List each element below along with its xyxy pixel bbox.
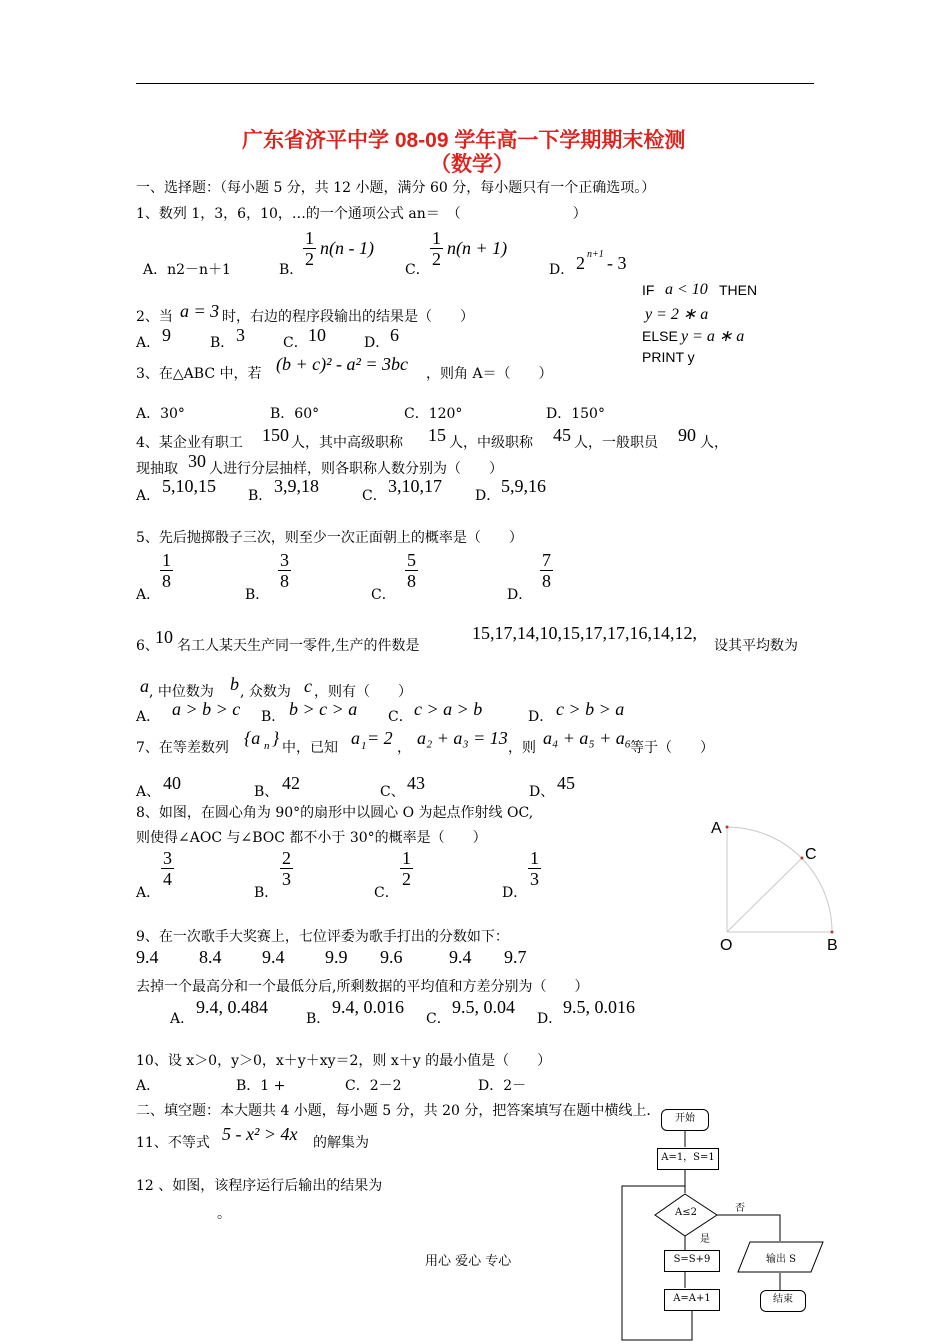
q4-text-5: 人， bbox=[700, 435, 728, 451]
q3-suffix: ，则角 A＝（ ） bbox=[426, 366, 553, 382]
q9-option-d-label: D． bbox=[537, 1011, 563, 1027]
q7-given-1: a bbox=[351, 728, 360, 748]
footer-text: 用心 爱心 专心 bbox=[425, 1254, 512, 1269]
q2-prefix: 2、当 bbox=[136, 309, 173, 325]
q3-expr: (b + c)² - a² = 3bc bbox=[276, 354, 409, 374]
q5-option-c-fraction: $\frac{5}{8}$ bbox=[407, 550, 416, 591]
q4-option-d: 5,9,16 bbox=[501, 476, 546, 496]
point-a-dot bbox=[726, 826, 729, 829]
q11-suffix: 的解集为 bbox=[313, 1135, 369, 1151]
q2-option-c-label: C． bbox=[283, 335, 308, 351]
q5-option-d-fraction: $\frac{7}{8}$ bbox=[542, 550, 551, 591]
q1-option-c-expr: n(n + 1) bbox=[447, 238, 508, 258]
q4-option-a: 5,10,15 bbox=[162, 476, 216, 496]
q6-option-a-label: A． bbox=[136, 709, 161, 725]
q2-option-b-label: B． bbox=[210, 335, 235, 351]
flow-a-update: A=A+1 bbox=[664, 1289, 720, 1311]
q8-option-b-label: B． bbox=[254, 885, 279, 901]
q7-text-3: ，则 bbox=[508, 740, 536, 756]
q6-option-c-label: C． bbox=[388, 709, 413, 725]
q7-option-c: 43 bbox=[407, 773, 425, 793]
q4-num-1: 150 bbox=[262, 425, 289, 445]
q12-stem: 12 、如图，该程序运行后输出的结果为 bbox=[136, 1178, 383, 1194]
q4-option-b-label: B． bbox=[248, 488, 273, 504]
q8-line1: 8、如图，在圆心角为 90°的扇形中以圆心 O 为起点作射线 OC, bbox=[136, 805, 534, 821]
q1-stem: 1、数列 1，3，6，10，…的一个通项公式 an＝ （ ） bbox=[136, 206, 587, 222]
q6-option-a: a > b > c bbox=[172, 699, 241, 719]
q7-given-1-sub: 1 bbox=[361, 740, 367, 752]
label-a: A bbox=[711, 820, 722, 837]
q7-option-b: 42 bbox=[282, 773, 300, 793]
q9-score: 8.4 bbox=[199, 947, 222, 967]
q9-score: 9.7 bbox=[504, 947, 527, 967]
q7-comma: ， bbox=[397, 740, 411, 756]
q8-option-c-fraction: $\frac{1}{2}$ bbox=[402, 848, 411, 889]
page-subtitle: （数学） bbox=[430, 153, 514, 176]
q3-prefix: 3、在△ABC 中，若 bbox=[136, 366, 262, 382]
q4-option-b: 3,9,18 bbox=[274, 476, 319, 496]
q4-line2-a: 现抽取 bbox=[136, 461, 178, 477]
q1-option-a: A．n2－n＋1 bbox=[143, 262, 231, 278]
q1-option-d-base: 2 bbox=[576, 253, 585, 273]
q2-option-a-label: A． bbox=[136, 335, 161, 351]
q1-option-d-label: D． bbox=[549, 262, 575, 278]
q7-option-a: 40 bbox=[163, 773, 181, 793]
q7-text-2: 中，已知 bbox=[282, 740, 338, 756]
q5-option-b-fraction: $\frac{3}{8}$ bbox=[280, 550, 289, 591]
q2-option-d: 6 bbox=[390, 325, 399, 345]
page-title: 广东省济平中学 08-09 学年高一下学期期末检测 bbox=[242, 129, 686, 152]
flow-s-update: S=S+9 bbox=[664, 1250, 720, 1272]
point-b-dot bbox=[831, 931, 834, 934]
q4-num-2: 15 bbox=[428, 425, 446, 445]
q4-text-4: 人，一般职员 bbox=[574, 435, 658, 451]
q6-option-d-label: D． bbox=[528, 709, 554, 725]
q5-option-a-label: A． bbox=[136, 587, 161, 603]
q8-option-d-label: D． bbox=[502, 885, 528, 901]
q11-prefix: 11、不等式 bbox=[136, 1135, 210, 1151]
q8-line2: 则使得∠AOC 与∠BOC 都不小于 30°的概率是（ ） bbox=[136, 830, 487, 846]
q5-option-b-label: B． bbox=[245, 587, 270, 603]
q7-seq-sub: n bbox=[264, 740, 270, 752]
q6-line2-2: , 众数为 bbox=[240, 684, 291, 700]
q6-line2-3: ，则有（ ） bbox=[314, 684, 412, 700]
q4-text-1: 4、某企业有职工 bbox=[136, 435, 243, 451]
q7-given-2: a₂ + a₃ = 13 bbox=[417, 728, 508, 748]
q3-option-d: D．150° bbox=[546, 406, 605, 422]
q3-option-c: C．120° bbox=[404, 406, 463, 422]
q2-option-a: 9 bbox=[162, 325, 171, 345]
q7-text-1: 7、在等差数列 bbox=[136, 740, 229, 756]
q7-option-d-label: D、 bbox=[529, 784, 555, 800]
q9-option-c-label: C． bbox=[426, 1011, 451, 1027]
q9-score: 9.9 bbox=[325, 947, 348, 967]
program-if-condition: a < 10 bbox=[665, 281, 708, 298]
q10-option-d: D．2－ bbox=[478, 1078, 527, 1094]
q4-option-c: 3,10,17 bbox=[388, 476, 442, 496]
q7-text-4: 等于（ ） bbox=[630, 740, 714, 756]
q9-stem: 9、在一次歌手大奖赛上，七位评委为歌手打出的分数如下： bbox=[136, 929, 509, 945]
q1-option-c-label: C． bbox=[405, 262, 430, 278]
q1-option-b-expr: n(n - 1) bbox=[320, 238, 374, 258]
q6-var-c: c bbox=[304, 676, 312, 696]
q6-data: 15,17,14,10,15,17,17,16,14,12, bbox=[472, 623, 697, 643]
label-b: B bbox=[827, 937, 838, 954]
q6-text-2: 名工人某天生产同一零件,生产的件数是 bbox=[177, 638, 420, 654]
q4-option-d-label: D． bbox=[475, 488, 501, 504]
q10-option-c: C．2－2 bbox=[345, 1078, 402, 1094]
q7-option-b-label: B、 bbox=[254, 784, 279, 800]
flow-start: 开始 bbox=[661, 1109, 709, 1131]
q9-option-c: 9.5, 0.04 bbox=[452, 997, 515, 1017]
program-else-keyword: ELSE bbox=[642, 328, 678, 344]
header-rule bbox=[136, 83, 814, 84]
q9-score: 9.4 bbox=[136, 947, 159, 967]
q5-stem: 5、先后抛掷骰子三次，则至少一次正面朝上的概率是（ ） bbox=[136, 530, 523, 546]
q7-option-d: 45 bbox=[557, 773, 575, 793]
q9-score: 9.4 bbox=[262, 947, 285, 967]
flow-condition: A≤2 bbox=[675, 1207, 697, 1218]
label-o: O bbox=[720, 937, 733, 954]
q1-option-c-fraction: $\frac{1}{2}$ bbox=[432, 228, 441, 269]
q1-option-d-rest: - 3 bbox=[607, 253, 627, 273]
q4-num-4: 90 bbox=[678, 425, 696, 445]
q3-option-b: B．60° bbox=[270, 406, 320, 422]
q9-score: 9.6 bbox=[380, 947, 403, 967]
q4-num-5: 30 bbox=[188, 451, 206, 471]
section1-heading: 一、选择题：（每小题 5 分，共 12 小题，满分 60 分，每小题只有一个正确选项。） bbox=[136, 180, 656, 196]
q5-option-c-label: C． bbox=[371, 587, 396, 603]
q4-text-2: 人，其中高级职称 bbox=[291, 435, 403, 451]
q7-option-a-label: A、 bbox=[136, 784, 161, 800]
q4-option-c-label: C． bbox=[362, 488, 387, 504]
q1-option-b-fraction: $\frac{1}{2}$ bbox=[305, 228, 314, 269]
q9-option-a-label: A． bbox=[170, 1011, 195, 1027]
q6-var-b: b bbox=[230, 674, 239, 694]
q9-line3: 去掉一个最高分和一个最低分后,所剩数据的平均值和方差分别为（ ） bbox=[136, 979, 589, 995]
flow-init: A=1，S=1 bbox=[657, 1148, 719, 1170]
q9-option-a: 9.4, 0.484 bbox=[196, 997, 268, 1017]
q7-seq-end: } bbox=[272, 728, 280, 748]
label-c: C bbox=[805, 846, 817, 863]
program-if-keyword: IF bbox=[642, 282, 655, 298]
q9-option-b: 9.4, 0.016 bbox=[332, 997, 404, 1017]
q4-num-3: 45 bbox=[553, 425, 571, 445]
flow-yes-label: 是 bbox=[700, 1234, 710, 1245]
q9-option-b-label: B． bbox=[306, 1011, 331, 1027]
point-c-dot bbox=[801, 857, 804, 860]
q2-expr: a = 3 bbox=[180, 301, 220, 321]
q9-option-d: 9.5, 0.016 bbox=[563, 997, 635, 1017]
q10-option-b: B．1 + bbox=[236, 1078, 286, 1094]
flow-end: 结束 bbox=[760, 1290, 806, 1312]
program-print: PRINT y bbox=[642, 349, 695, 365]
program-else-expr: y = a ∗ a bbox=[681, 328, 745, 345]
q8-option-a-label: A． bbox=[136, 885, 161, 901]
section2-heading: 二、填空题：本大题共 4 小题，每小题 5 分，共 20 分，把答案填写在题中横线上． bbox=[136, 1103, 661, 1119]
q5-option-d-label: D． bbox=[507, 587, 533, 603]
q1-option-b-label: B． bbox=[279, 262, 304, 278]
q11-inequality: 5 - x² > 4x bbox=[222, 1124, 298, 1144]
q3-option-a: A．30° bbox=[136, 406, 185, 422]
q7-seq: {a bbox=[244, 728, 261, 748]
q6-text-1: 6、 bbox=[136, 638, 159, 654]
q12-end: 。 bbox=[217, 1206, 231, 1222]
q5-option-a-fraction: $\frac{1}{8}$ bbox=[162, 550, 171, 591]
q8-option-a-fraction: $\frac{3}{4}$ bbox=[163, 848, 172, 889]
q2-suffix: 时，右边的程序段输出的结果是（ ） bbox=[222, 309, 474, 325]
q4-line2-b: 人进行分层抽样，则各职称人数分别为（ ） bbox=[209, 461, 503, 477]
q7-option-c-label: C、 bbox=[380, 784, 405, 800]
q10-option-a: A． bbox=[136, 1078, 161, 1094]
q8-option-b-fraction: $\frac{2}{3}$ bbox=[282, 848, 291, 889]
ray-oc bbox=[727, 858, 802, 932]
q6-num-1: 10 bbox=[155, 627, 173, 647]
q6-option-c: c > a > b bbox=[414, 699, 483, 719]
q4-option-a-label: A． bbox=[136, 488, 161, 504]
q4-text-3: 人，中级职称 bbox=[449, 435, 533, 451]
q2-option-d-label: D． bbox=[364, 335, 390, 351]
q6-option-d: c > b > a bbox=[556, 699, 625, 719]
program-line2: y = 2 ∗ a bbox=[645, 306, 709, 323]
q8-option-d-fraction: $\frac{1}{3}$ bbox=[530, 848, 539, 889]
q1-option-d-exp: n+1 bbox=[587, 249, 604, 260]
q6-line2-1: , 中位数为 bbox=[149, 684, 214, 700]
q6-option-b-label: B． bbox=[261, 709, 286, 725]
q2-option-c: 10 bbox=[308, 325, 326, 345]
flow-output: 输出 S bbox=[766, 1254, 797, 1265]
q10-stem: 10、设 x＞0，y＞0，x＋y＋xy＝2，则 x＋y 的最小值是（ ） bbox=[136, 1053, 552, 1069]
q7-target-expr: a₄ + a₅ + a₆ bbox=[543, 728, 632, 748]
q6-var-a: a bbox=[140, 676, 149, 696]
program-then-keyword: THEN bbox=[719, 282, 758, 298]
flow-no-label: 否 bbox=[735, 1203, 745, 1214]
flow-no-branch bbox=[717, 1215, 780, 1241]
q8-option-c-label: C． bbox=[374, 885, 399, 901]
q7-given-1-rest: = 2 bbox=[367, 728, 393, 748]
q2-option-b: 3 bbox=[236, 325, 245, 345]
q6-option-b: b > c > a bbox=[289, 699, 358, 719]
q6-text-3: 设其平均数为 bbox=[714, 638, 798, 654]
q9-score: 9.4 bbox=[449, 947, 472, 967]
